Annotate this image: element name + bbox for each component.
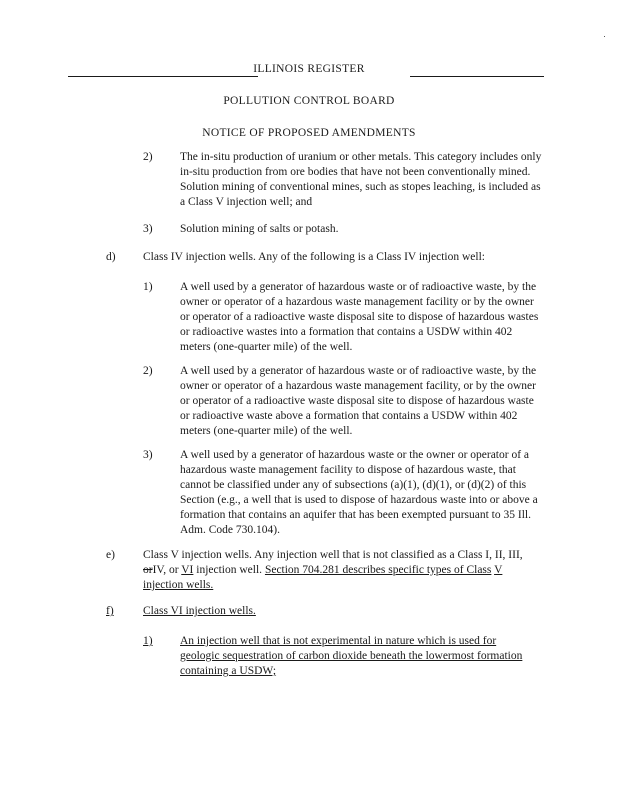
item-c2-text: The in-situ production of uranium or other metals. This category includes only in-situ production from ore bodies that have not been conventionally mined. Solution mining of conventional mines, such as stopes leaching, is included as a Class V injection well; and [180, 151, 542, 208]
item-d-number: d) [106, 251, 116, 263]
item-c3-number: 3) [143, 223, 153, 235]
item-e-text-d: injection well. [196, 564, 263, 576]
item-d1-text: A well used by a generator of hazardous waste or of radioactive waste, by the owner or operator of a hazardous waste management facility or by the owner or operator of a radioactive waste disposal site to dispose of hazardous wastes or radioactive wastes into a formation that contains a USDW within 402 meters (one-quarter mile) of the well. [180, 281, 539, 353]
item-e-number: e) [106, 549, 115, 561]
item-f1-line-2: geologic sequestration of carbon dioxide beneath the lowermost formation [180, 650, 523, 662]
item-e-struck-or: or [143, 564, 153, 576]
item-f-text [143, 604, 543, 619]
notice-title: NOTICE OF PROPOSED AMENDMENTS [202, 127, 416, 139]
item-d3-number: 3) [143, 449, 153, 461]
item-f1-number-underlined: 1) [143, 635, 153, 647]
item-f-number [106, 604, 114, 619]
item-e-text-b: III, [508, 549, 523, 561]
item-f-number-underlined: f) [106, 605, 114, 617]
item-e-inserted-sentence: Section 704.281 describes specific types of Class [264, 564, 492, 576]
item-d3-text: A well used by a generator of hazardous waste or the owner or operator of a hazardous waste management facility to dispose of hazardous waste, that cannot be classified under any of subsections (a)(1), (d)(1), or (d)(2) of this Section (e.g., a well that is used to dispose of hazardous waste into or above a formation that contains an aquifer that has been exempted pursuant to 35 Ill. Adm. Code 730.104). [180, 449, 538, 536]
scan-speck [604, 36, 605, 37]
item-f1-line-1: An injection well that is not experimental in nature which is used for [180, 635, 497, 647]
item-f1-number [143, 634, 153, 649]
item-f1-line-3: containing a USDW; [180, 665, 277, 677]
item-e-text-c: IV, or [152, 564, 179, 576]
item-d2-text: A well used by a generator of hazardous waste or of radioactive waste, by the owner or operator of a hazardous waste management facility, or by the owner or operator of a radioactive waste disposal site to dispose of hazardous waste or radioactive waste above a formation that contains a USDW within 402 meters (one-quarter mile) of the well. [180, 365, 537, 437]
item-d1-number: 1) [143, 281, 153, 293]
item-c2-number: 2) [143, 151, 153, 163]
header-rule-left [68, 76, 258, 77]
item-f1-text [180, 634, 550, 679]
board-title: POLLUTION CONTROL BOARD [223, 95, 395, 107]
item-d2-number: 2) [143, 365, 153, 377]
item-e-inserted-sentence-end: V injection wells. [143, 564, 503, 591]
register-title: ILLINOIS REGISTER [253, 63, 365, 75]
item-e-inserted-vi: VI [181, 564, 194, 576]
item-e-text-a: Class V injection wells. Any injection well that is not classified as a Class I, II, [143, 549, 506, 561]
item-f-text-underlined: Class VI injection wells. [143, 605, 256, 617]
header-rule-right [410, 76, 544, 77]
item-c3-text: Solution mining of salts or potash. [180, 223, 339, 235]
item-e-text [143, 548, 543, 593]
item-d-text: Class IV injection wells. Any of the following is a Class IV injection well: [143, 251, 485, 263]
